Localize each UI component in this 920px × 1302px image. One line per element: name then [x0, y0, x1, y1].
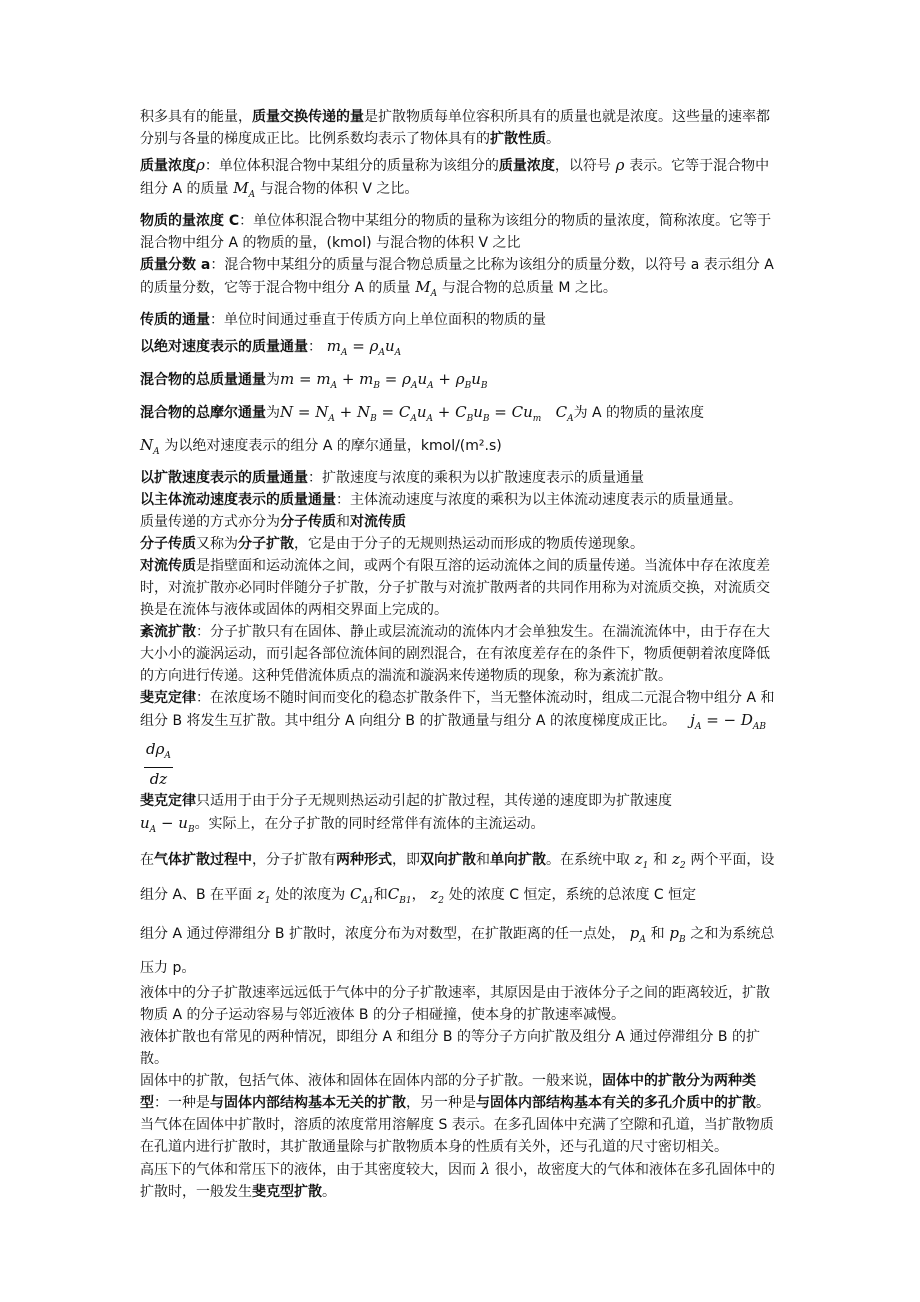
paragraph-molar-concentration — [140, 210, 782, 254]
text: 和 — [373, 887, 388, 903]
paragraph-porous-diffusion — [140, 1158, 782, 1203]
term-heading: 斐克定律 — [140, 793, 196, 809]
bold-term: 质量交换传递的量 — [252, 109, 364, 125]
paragraph-total-molar-flux — [140, 401, 782, 430]
term-heading: 质量浓度 — [140, 158, 196, 174]
text: 。实际上，在分子扩散的同时经常伴有流体的主流运动。 — [194, 816, 545, 832]
document-page — [140, 106, 782, 1203]
paragraph-mass-concentration — [140, 154, 782, 206]
text: 组分 A 通过停滞组分 B 扩散时，浓度分布为对数型，在扩散距离的任一点处， — [140, 926, 625, 942]
text: 。在系统中取 — [546, 852, 630, 868]
mass-ma-symbol: $M_A$ — [410, 278, 438, 299]
text: 很小，故密度大的气体和液体在多孔固体中的扩散时，一般发生 — [140, 1162, 776, 1200]
text: 和 — [653, 852, 668, 868]
equation-diffusion-velocity: $u_A - u_B$ — [140, 814, 195, 835]
text: 只适用于由于分子无规则热运动引起的扩散过程，其传递的速度即为扩散速度 — [196, 793, 672, 809]
paragraph-convective-transfer — [140, 555, 782, 621]
text: ， — [411, 887, 426, 903]
text: 两个平面，设组分 A、B 在平面 — [140, 852, 775, 903]
rho-symbol: ρ — [196, 156, 205, 174]
text: ：单位体积混合物中某组分的物质的量称为该组分的物质的量浓度，简称浓度。它等于混合物中组分 A 的物质的量，(kmol) 与混合物的体积 V 之比 — [140, 213, 772, 251]
bold-term: 固体中的扩散分为两种类型 — [140, 1073, 756, 1111]
text: 和 — [336, 514, 350, 530]
text: 表示。它等于混合物中组分 A 的质量 — [140, 158, 770, 197]
text: 和 — [476, 852, 490, 868]
term-heading: 以扩散速度表示的质量通量 — [140, 470, 308, 486]
z1-symbol: $z_1$ — [252, 885, 271, 906]
term-heading: 混合物的总质量通量 — [140, 372, 266, 388]
term-heading: 传质的通量 — [140, 312, 210, 328]
term-heading: 以主体流动速度表示的质量通量 — [140, 492, 336, 508]
paragraph-solid-diffusion — [140, 1070, 782, 1158]
text: ：单位时间通过垂直于传质方向上单位面积的物质的量 — [210, 312, 546, 328]
z1-symbol: $z_1$ — [630, 850, 649, 871]
paragraph-fick-law — [140, 687, 782, 790]
term-heading: 物质的量浓度 C — [140, 213, 240, 229]
term-heading: 混合物的总摩尔通量 — [140, 405, 266, 421]
text: 在 — [140, 852, 154, 868]
paragraph-liquid-cases — [140, 1026, 782, 1070]
text: ：主体流动速度与浓度的乘积为以主体流动速度表示的质量通量。 — [336, 492, 742, 508]
paragraph-gas-diffusion — [140, 845, 782, 915]
equation-total-mass-flux: $m = m_A + m_B = \rho_Au_A + \rho_Bu_B$ — [280, 370, 488, 391]
paragraph-na — [140, 434, 782, 463]
lambda-symbol: λ — [476, 1160, 496, 1178]
paragraph-bulk-flux — [140, 489, 782, 511]
cb1-symbol: $C_{B1}$ — [387, 885, 412, 906]
term-heading: 分子传质 — [140, 536, 196, 552]
rho-symbol: ρ — [610, 156, 630, 174]
paragraph-molecular-transfer — [140, 533, 782, 555]
bold-term: 分子传质 — [280, 514, 336, 530]
fraction-drho-dz: $\frac{d\rho_A}{dz}$ — [146, 740, 171, 788]
term-heading: 斐克定律 — [140, 690, 196, 706]
bold-term: 斐克型扩散 — [252, 1184, 322, 1200]
text: ，以符号 — [554, 158, 611, 174]
text: 又称为 — [196, 536, 238, 552]
bold-term: 单向扩散 — [490, 852, 546, 868]
bold-term: 双向扩散 — [420, 852, 476, 868]
text: ：单位体积混合物中某组分的质量称为该组分的 — [204, 158, 499, 174]
text: ：扩散速度与浓度的乘积为以扩散速度表示的质量通量 — [308, 470, 644, 486]
paragraph-energy — [140, 106, 782, 150]
z2-symbol: $z_2$ — [425, 885, 444, 906]
paragraph-absolute-flux — [140, 335, 782, 364]
text: 固体中的扩散，包括气体、液体和固体在固体内部的分子扩散。一般来说， — [140, 1073, 602, 1089]
paragraph-flux — [140, 309, 782, 331]
text: ：混合物中某组分的质量与混合物总质量之比称为该组分的质量分数，以符号 a 表示组分 A 的质量分数，它等于混合物中组分 A 的质量 — [140, 257, 774, 296]
bold-term: 气体扩散过程中 — [154, 852, 252, 868]
bold-term: 扩散性质 — [490, 131, 546, 147]
text: 与混合物的体积 V 之比。 — [259, 181, 419, 197]
paragraph-total-mass-flux — [140, 368, 782, 397]
text: ，分子扩散有 — [252, 852, 336, 868]
bold-term: 对流传质 — [350, 514, 406, 530]
text: 之和为系统总压力 p。 — [140, 926, 775, 976]
bold-term: 分子扩散 — [238, 536, 294, 552]
bold-term: 与固体内部结构基本有关的多孔介质中的扩散 — [476, 1095, 756, 1111]
text: ，它是由于分子的无规则热运动而形成的物质传递现象。 — [294, 536, 644, 552]
text: 液体中的分子扩散速率远远低于气体中的分子扩散速率，其原因是由于液体分子之间的距离较近，扩散物质 A 的分子运动容易与邻近液体 B 的分子相碰撞，使本身的扩散速率减慢。 — [140, 985, 770, 1023]
paragraph-transfer-modes — [140, 511, 782, 533]
text: 与混合物的总质量 M 之比。 — [441, 280, 617, 296]
text: 积多具有的能量， — [140, 109, 252, 125]
text: 为 — [266, 372, 280, 388]
paragraph-turbulent-diffusion — [140, 621, 782, 687]
equation-total-molar-flux: $N = N_A + N_B = C_Au_A + C_Bu_B = Cu_m$ $C_A$ — [280, 403, 574, 424]
mass-ma-symbol: $M_A$ — [228, 179, 256, 200]
text: 。当气体在固体中扩散时，溶质的浓度常用溶解度 S 表示。在多孔固体中充满了空隙和孔道，当扩散物质在孔道内进行扩散时，其扩散通量除与扩散物质本身的性质有关外，还与孔道的尺寸密切相关。 — [140, 1095, 774, 1155]
text: 处的浓度 C 恒定，系统的总浓度 C 恒定 — [448, 887, 697, 903]
text: 为 — [266, 405, 280, 421]
text: ：分子扩散只有在固体、静止或层流流动的流体内才会单独发生。在湍流流体中，由于存在大大小小的漩涡运动，而引起各部位流体间的剧烈混合，在有浓度差存在的条件下，物质便朝着浓度降低的方向进行传递。这种凭借流体质点的湍流和漩涡来传递物质的现象，称为紊流扩散。 — [140, 624, 770, 684]
text: ，即 — [392, 852, 420, 868]
text: 为 A 的物质的量浓度 — [573, 405, 705, 421]
text: 处的浓度为 — [275, 887, 346, 903]
na-symbol: $N_A$ — [140, 436, 160, 457]
bold-term: 两种形式 — [336, 852, 392, 868]
z2-symbol: $z_2$ — [667, 850, 686, 871]
ca1-symbol: $C_{A1}$ — [345, 885, 374, 906]
pb-symbol: $p_B$ — [664, 924, 686, 945]
text: 高压下的气体和常压下的液体，由于其密度较大，因而 — [140, 1162, 476, 1178]
text: 。 — [322, 1184, 336, 1200]
paragraph-mass-fraction — [140, 254, 782, 305]
text: ：一种是 — [154, 1095, 210, 1111]
text: 是指壁面和运动流体之间，或两个有限互溶的运动流体之间的质量传递。当流体中存在浓度差时，对流扩散亦必同时伴随分子扩散，分子扩散与对流扩散两者的共同作用称为对流质交换，对流质交换是在流体与液体或固体的两相交界面上完成的。 — [140, 558, 770, 618]
text: ，另一种是 — [406, 1095, 476, 1111]
paragraph-fick-scope — [140, 790, 782, 841]
term-heading: 以绝对速度表示的质量通量 — [140, 339, 308, 355]
text: ： — [308, 339, 322, 355]
text: 和 — [650, 926, 665, 942]
equation-absolute-flux: $m_A = \rho_Au_A$ — [322, 337, 402, 358]
text: 质量传递的方式亦分为 — [140, 514, 280, 530]
text: 液体扩散也有常见的两种情况，即组分 A 和组分 B 的等分子方向扩散及组分 A 通过停滞组分 B 的扩散。 — [140, 1029, 760, 1067]
text: 为以绝对速度表示的组分 A 的摩尔通量，kmol/(m².s) — [164, 438, 502, 454]
text: ：在浓度场不随时间而变化的稳态扩散条件下，当无整体流动时，组成二元混合物中组分 A 和组分 B 将发生互扩散。其中组分 A 向组分 B 的扩散通量与组分 A 的浓度梯度成正比。 — [140, 690, 775, 729]
paragraph-liquid-diffusion — [140, 982, 782, 1026]
bold-term: 与固体内部结构基本无关的扩散 — [210, 1095, 406, 1111]
term-heading: 紊流扩散 — [140, 624, 196, 640]
text: 是扩散物质每单位容积所具有的质量也就是浓度。这些量的速率都分别与各量的梯度成正比。比例系数均表示了物体具有的 — [140, 109, 770, 147]
paragraph-stagnant-diffusion — [140, 919, 782, 982]
paragraph-diffusion-flux — [140, 467, 782, 489]
term-heading: 对流传质 — [140, 558, 196, 574]
text: 。 — [546, 131, 560, 147]
equation-fick: $j_A$ = − $D_{AB}$ — [675, 711, 767, 732]
term-heading: 质量分数 a — [140, 257, 211, 273]
bold-term: 质量浓度 — [498, 158, 555, 174]
pa-symbol: $p_A$ — [624, 924, 646, 945]
